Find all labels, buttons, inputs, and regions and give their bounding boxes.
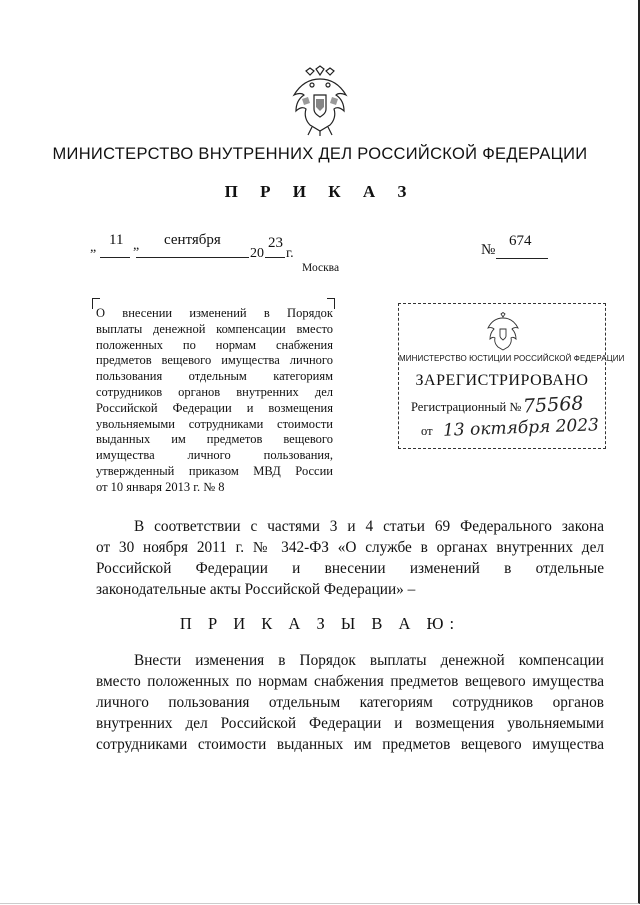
date-day-underline	[100, 257, 130, 258]
stamp-registration-number: 75568	[522, 392, 584, 418]
subject-line: положенных по нормам снабжения	[96, 337, 333, 352]
order-subject	[96, 306, 333, 496]
main-line: внутренних дел Российской Федерации и возмещения увольняемыми	[96, 715, 604, 732]
stamp-registration-label: Регистрационный №	[411, 400, 522, 414]
stamp-date-value: 13 октября 2023	[442, 415, 600, 441]
subject-line: увольняемыми сотрудниками стоимости	[96, 416, 333, 431]
city: Москва	[302, 262, 340, 274]
order-operative-word: П Р И К А З Ы В А Ю:	[179, 614, 461, 633]
subject-line: утвержденный приказом МВД России	[96, 463, 333, 478]
registration-stamp	[398, 303, 625, 449]
preamble-line: В соответствии с частями 3 и 4 статьи 69 Федерального закона	[134, 518, 604, 535]
date-month: сентября	[164, 232, 221, 248]
date-open-quote: „	[90, 240, 97, 255]
preamble-line: законодательные акты Российской Федерации» –	[96, 581, 416, 598]
main-line: личного пользования отдельным категориям сотрудников органов	[96, 694, 604, 711]
order-number: 674	[509, 233, 532, 249]
subject-line: сотрудников органов внутренних дел	[96, 384, 333, 399]
date-year-suffix: г.	[286, 246, 294, 261]
stamp-ministry-text: МИНИСТЕРСТВО ЮСТИЦИИ РОССИЙСКОЙ ФЕДЕРАЦИИ	[399, 354, 625, 363]
subject-line: имущества личного пользования,	[96, 448, 333, 463]
date-year: 23	[268, 235, 283, 251]
ministry-heading: МИНИСТЕРСТВО ВНУТРЕННИХ ДЕЛ РОССИЙСКОЙ ФЕДЕРАЦИИ	[52, 145, 588, 163]
main-line: сотрудниками стоимости выданных им предметов вещевого имущества	[96, 736, 604, 753]
preamble-line: от 30 ноября 2011 г. № 342-ФЗ «О службе в органах внутренних дел	[96, 539, 604, 556]
number-label: №	[481, 242, 496, 258]
date-year-prefix: 20	[250, 246, 264, 261]
date-month-underline	[136, 257, 249, 258]
stamp-registered-text: ЗАРЕГИСТРИРОВАНО	[415, 372, 589, 389]
number-underline	[496, 258, 548, 259]
main-line: Внести изменения в Порядок выплаты денежной компенсации	[134, 652, 604, 669]
subject-line: выданных им предметов вещевого	[96, 432, 333, 447]
document-type-title: П Р И К А З	[224, 182, 416, 201]
main-text	[96, 650, 604, 755]
subject-line: выплаты денежной компенсации вместо	[96, 321, 333, 336]
date-day: 11	[109, 232, 124, 248]
date-year-underline	[265, 257, 285, 258]
subject-line: от 10 января 2013 г. № 8	[96, 479, 225, 494]
preamble-line: Российской Федерации и внесении изменений в отдельные	[96, 560, 604, 577]
subject-line: предметов вещевого имущества личного	[96, 353, 333, 368]
date-close-quote: „	[133, 238, 140, 253]
preamble	[96, 516, 604, 600]
subject-line: пользования отдельным категориям	[96, 369, 333, 384]
stamp-emblem-icon	[485, 312, 521, 352]
stamp-date-label: от	[421, 424, 433, 438]
subject-line: Российской Федерации и возмещения	[96, 400, 333, 415]
main-line: вместо положенных по нормам снабжения предметов вещевого имущества	[96, 673, 604, 690]
coat-of-arms-emblem	[288, 65, 352, 137]
subject-line: О внесении изменений в Порядок	[96, 306, 333, 320]
